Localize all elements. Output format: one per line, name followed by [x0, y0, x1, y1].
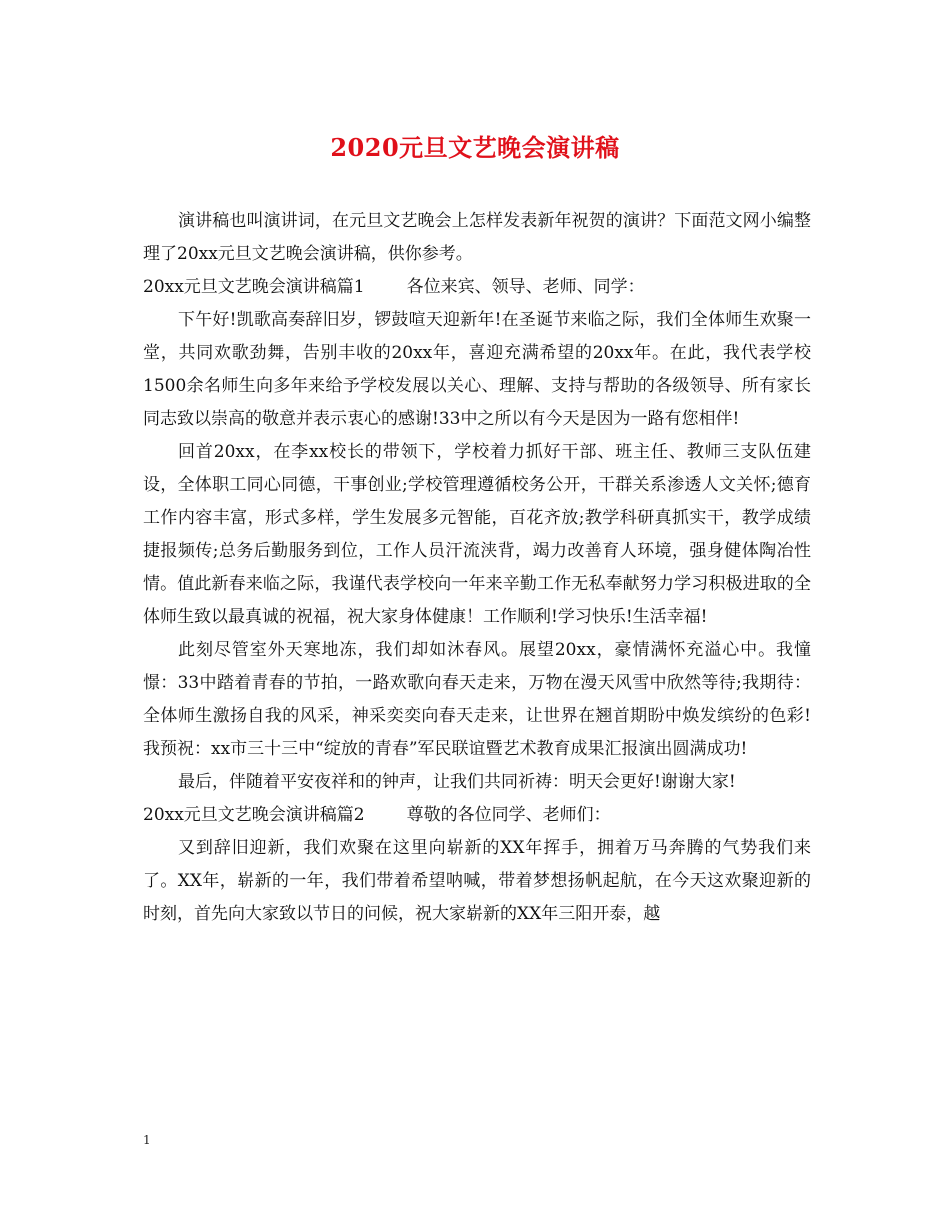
section-1-heading: 20xx元旦文艺晚会演讲稿篇1 — [143, 277, 365, 297]
section-1-header — [143, 271, 811, 304]
section-1-paragraph-3: 此刻尽管室外天寒地冻，我们却如沐春风。展望20xx，豪情满怀充溢心中。我憧憬：33中踏着青春的节拍，一路欢歌向春天走来，万物在漫天风雪中欣然等待;我期待：全体师生激扬自我的风采，神采奕奕向春天走来，让世界在翘首期盼中焕发缤纷的色彩!我预祝：xx市三十三中“绽放的青春”军民联谊暨艺术教育成果汇报演出圆满成功! — [143, 640, 811, 759]
section-1-paragraph-4: 最后，伴随着平安夜祥和的钟声，让我们共同祈祷：明天会更好!谢谢大家! — [178, 772, 736, 792]
document-body — [143, 205, 811, 931]
intro-paragraph: 演讲稿也叫演讲词，在元旦文艺晚会上怎样发表新年祝贺的演讲？下面范文网小编整理了20xx元旦文艺晚会演讲稿，供你参考。 — [143, 211, 811, 264]
section-2-heading: 20xx元旦文艺晚会演讲稿篇2 — [143, 805, 365, 825]
section-2-header — [143, 799, 811, 832]
document-title: 2020元旦文艺晚会演讲稿 — [330, 133, 620, 162]
page-number: 1 — [143, 1133, 151, 1147]
section-1-paragraph-2: 回首20xx，在李xx校长的带领下，学校着力抓好干部、班主任、教师三支队伍建设，全体职工同心同德，干事创业;学校管理遵循校务公开，干群关系渗透人文关怀;德育工作内容丰富，形式多样，学生发展多元智能，百花齐放;教学科研真抓实干，教学成绩捷报频传;总务后勤服务到位，工作人员汗流浃背，竭力改善育人环境，强身健体陶冶性情。值此新春来临之际，我谨代表学校向一年来辛勤工作无私奉献努力学习积极进取的全体师生致以最真诚的祝福，祝大家身体健康！工作顺利!学习快乐!生活幸福! — [143, 442, 811, 627]
section-2-paragraph-1: 又到辞旧迎新，我们欢聚在这里向崭新的XX年挥手，拥着万马奔腾的气势我们来了。XX年，崭新的一年，我们带着希望呐喊，带着梦想扬帆起航，在今天这欢聚迎新的时刻，首先向大家致以节日的问候，祝大家崭新的XX年三阳开泰，越 — [143, 838, 811, 924]
section-1-greeting: 各位来宾、领导、老师、同学： — [406, 277, 645, 297]
section-2-greeting: 尊敬的各位同学、老师们： — [406, 805, 611, 825]
section-1-paragraph-1: 下午好!凯歌高奏辞旧岁，锣鼓喧天迎新年!在圣诞节来临之际，我们全体师生欢聚一堂，共同欢歌劲舞，告别丰收的20xx年，喜迎充满希望的20xx年。在此，我代表学校1500余名师生向多年来给予学校发展以关心、理解、支持与帮助的各级领导、所有家长同志致以崇高的敬意并表示衷心的感谢!33中之所以有今天是因为一路有您相伴! — [143, 310, 811, 429]
